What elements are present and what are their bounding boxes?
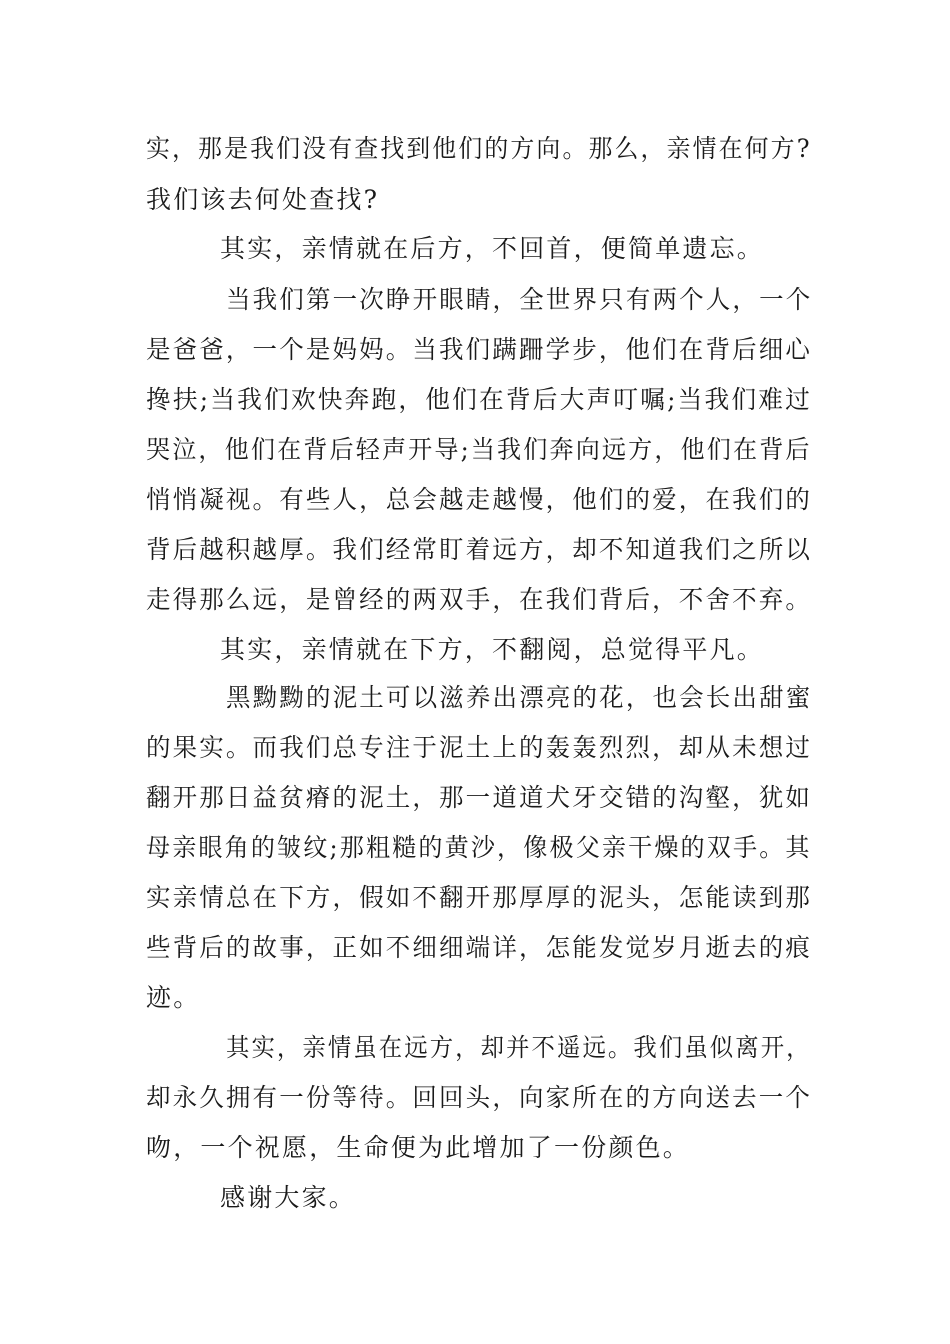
text-line: 哭泣，他们在背后轻声开导;当我们奔向远方，他们在背后 — [146, 435, 812, 464]
text-line: 母亲眼角的皱纹;那粗糙的黄沙，像极父亲干燥的双手。其 — [146, 833, 812, 862]
text-line: 其实，亲情虽在远方，却并不遥远。我们虽似离开， — [226, 1033, 812, 1062]
text-line: 其实，亲情就在下方，不翻阅，总觉得平凡。 — [220, 635, 765, 664]
text-line: 感谢大家。 — [220, 1183, 357, 1212]
text-line: 其实，亲情就在后方，不回首，便简单遗忘。 — [220, 234, 765, 263]
text-line: 翻开那日益贫瘠的泥土，那一道道犬牙交错的沟壑，犹如 — [146, 783, 813, 812]
text-line: 背后越积越厚。我们经常盯着远方，却不知道我们之所以 — [146, 535, 813, 564]
text-line: 却永久拥有一份等待。回回头，向家所在的方向送去一个 — [146, 1083, 813, 1112]
text-line: 走得那么远，是曾经的两双手，在我们背后，不舍不弃。 — [146, 585, 813, 614]
text-line: 当我们第一次睁开眼睛，全世界只有两个人，一个 — [226, 285, 813, 314]
text-line: 黑黝黝的泥土可以滋养出漂亮的花，也会长出甜蜜 — [226, 683, 813, 712]
text-line: 实，那是我们没有查找到他们的方向。那么，亲情在何方? — [146, 134, 812, 163]
text-line: 搀扶;当我们欢快奔跑，他们在背后大声叮嘱;当我们难过 — [146, 385, 813, 414]
text-line: 悄悄凝视。有些人，总会越走越慢，他们的爱，在我们的 — [146, 485, 813, 514]
text-line: 迹。 — [146, 983, 201, 1012]
text-line: 我们该去何处查找? — [146, 185, 380, 214]
text-line: 些背后的故事，正如不细细端详，怎能发觉岁月逝去的痕 — [146, 933, 813, 962]
text-line: 实亲情总在下方，假如不翻开那厚厚的泥头，怎能读到那 — [146, 883, 813, 912]
text-line: 的果实。而我们总专注于泥土上的轰轰烈烈，却从未想过 — [146, 733, 813, 762]
text-line: 吻，一个祝愿，生命便为此增加了一份颜色。 — [146, 1133, 691, 1162]
text-line: 是爸爸，一个是妈妈。当我们蹒跚学步，他们在背后细心 — [146, 335, 813, 364]
